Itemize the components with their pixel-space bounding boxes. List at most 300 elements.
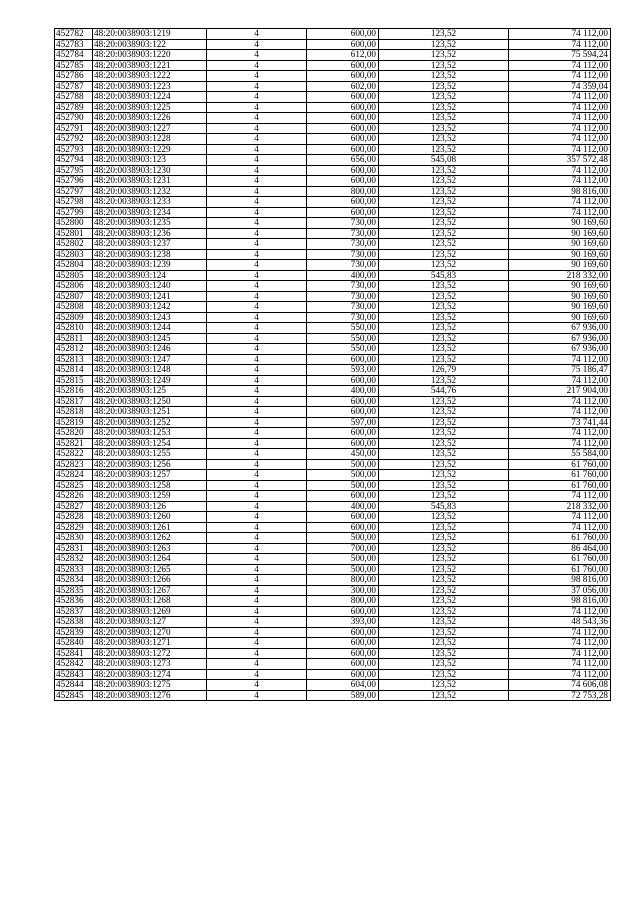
area-cell: 656,00 xyxy=(307,155,379,166)
area-cell: 400,00 xyxy=(307,501,379,512)
cadastral-value-cell: 74 112,00 xyxy=(509,522,611,533)
row-number-cell: 452806 xyxy=(55,281,93,292)
cadastral-value-cell: 61 760,00 xyxy=(509,459,611,470)
area-cell: 500,00 xyxy=(307,459,379,470)
specific-value-cell: 123,52 xyxy=(379,554,509,565)
row-number-cell: 452795 xyxy=(55,165,93,176)
cadastral-value-cell: 74 112,00 xyxy=(509,606,611,617)
table-row xyxy=(55,123,611,134)
row-number-cell: 452843 xyxy=(55,669,93,680)
table-row xyxy=(55,690,611,701)
cadastral-number-cell: 48:20:0038903:1227 xyxy=(93,123,207,134)
group-cell: 4 xyxy=(207,344,307,355)
table-row xyxy=(55,71,611,82)
cadastral-value-cell: 98 816,00 xyxy=(509,575,611,586)
cadastral-value-cell: 98 816,00 xyxy=(509,186,611,197)
group-cell: 4 xyxy=(207,71,307,82)
area-cell: 600,00 xyxy=(307,438,379,449)
group-cell: 4 xyxy=(207,375,307,386)
row-number-cell: 452787 xyxy=(55,81,93,92)
cadastral-number-cell: 48:20:0038903:1222 xyxy=(93,71,207,82)
cadastral-value-cell: 74 112,00 xyxy=(509,375,611,386)
row-number-cell: 452793 xyxy=(55,144,93,155)
table-row xyxy=(55,470,611,481)
table-row xyxy=(55,302,611,313)
area-cell: 550,00 xyxy=(307,323,379,334)
cadastral-value-cell: 74 112,00 xyxy=(509,176,611,187)
table-row xyxy=(55,144,611,155)
row-number-cell: 452794 xyxy=(55,155,93,166)
table-row xyxy=(55,417,611,428)
table-row xyxy=(55,596,611,607)
cadastral-number-cell: 48:20:0038903:1250 xyxy=(93,396,207,407)
specific-value-cell: 545,83 xyxy=(379,270,509,281)
row-number-cell: 452826 xyxy=(55,491,93,502)
cadastral-value-cell: 74 359,04 xyxy=(509,81,611,92)
group-cell: 4 xyxy=(207,596,307,607)
group-cell: 4 xyxy=(207,575,307,586)
cadastral-value-cell: 61 760,00 xyxy=(509,480,611,491)
group-cell: 4 xyxy=(207,659,307,670)
row-number-cell: 452807 xyxy=(55,291,93,302)
cadastral-value-cell: 357 572,48 xyxy=(509,155,611,166)
table-row xyxy=(55,533,611,544)
row-number-cell: 452835 xyxy=(55,585,93,596)
table-row xyxy=(55,165,611,176)
cadastral-value-cell: 61 760,00 xyxy=(509,554,611,565)
table-row xyxy=(55,449,611,460)
cadastral-value-cell: 74 112,00 xyxy=(509,438,611,449)
table-body xyxy=(55,29,611,701)
specific-value-cell: 123,52 xyxy=(379,690,509,701)
cadastral-value-cell: 72 753,28 xyxy=(509,690,611,701)
row-number-cell: 452837 xyxy=(55,606,93,617)
row-number-cell: 452832 xyxy=(55,554,93,565)
cadastral-number-cell: 48:20:0038903:124 xyxy=(93,270,207,281)
area-cell: 730,00 xyxy=(307,249,379,260)
row-number-cell: 452822 xyxy=(55,449,93,460)
specific-value-cell: 123,52 xyxy=(379,354,509,365)
row-number-cell: 452834 xyxy=(55,575,93,586)
row-number-cell: 452796 xyxy=(55,176,93,187)
row-number-cell: 452833 xyxy=(55,564,93,575)
group-cell: 4 xyxy=(207,512,307,523)
cadastral-value-cell: 74 112,00 xyxy=(509,134,611,145)
cadastral-value-cell: 74 112,00 xyxy=(509,207,611,218)
group-cell: 4 xyxy=(207,60,307,71)
area-cell: 800,00 xyxy=(307,596,379,607)
area-cell: 600,00 xyxy=(307,123,379,134)
specific-value-cell: 123,52 xyxy=(379,659,509,670)
cadastral-value-cell: 67 936,00 xyxy=(509,344,611,355)
cadastral-value-cell: 55 584,00 xyxy=(509,449,611,460)
cadastral-number-cell: 48:20:0038903:1221 xyxy=(93,60,207,71)
row-number-cell: 452827 xyxy=(55,501,93,512)
row-number-cell: 452785 xyxy=(55,60,93,71)
area-cell: 600,00 xyxy=(307,39,379,50)
table-row xyxy=(55,312,611,323)
cadastral-value-cell: 86 464,00 xyxy=(509,543,611,554)
specific-value-cell: 123,52 xyxy=(379,323,509,334)
cadastral-number-cell: 48:20:0038903:122 xyxy=(93,39,207,50)
cadastral-number-cell: 48:20:0038903:127 xyxy=(93,617,207,628)
group-cell: 4 xyxy=(207,39,307,50)
specific-value-cell: 123,52 xyxy=(379,344,509,355)
row-number-cell: 452810 xyxy=(55,323,93,334)
specific-value-cell: 123,52 xyxy=(379,333,509,344)
cadastral-value-cell: 74 112,00 xyxy=(509,428,611,439)
cadastral-number-cell: 48:20:0038903:1252 xyxy=(93,417,207,428)
specific-value-cell: 123,52 xyxy=(379,428,509,439)
table-row xyxy=(55,50,611,61)
group-cell: 4 xyxy=(207,228,307,239)
cadastral-value-cell: 90 169,60 xyxy=(509,260,611,271)
area-cell: 800,00 xyxy=(307,575,379,586)
cadastral-number-cell: 48:20:0038903:1228 xyxy=(93,134,207,145)
area-cell: 600,00 xyxy=(307,512,379,523)
row-number-cell: 452830 xyxy=(55,533,93,544)
group-cell: 4 xyxy=(207,428,307,439)
specific-value-cell: 123,52 xyxy=(379,81,509,92)
table-row xyxy=(55,480,611,491)
cadastral-value-cell: 74 112,00 xyxy=(509,92,611,103)
table-row xyxy=(55,134,611,145)
specific-value-cell: 123,52 xyxy=(379,312,509,323)
cadastral-number-cell: 48:20:0038903:1236 xyxy=(93,228,207,239)
row-number-cell: 452809 xyxy=(55,312,93,323)
group-cell: 4 xyxy=(207,449,307,460)
row-number-cell: 452791 xyxy=(55,123,93,134)
group-cell: 4 xyxy=(207,543,307,554)
cadastral-value-cell: 74 112,00 xyxy=(509,669,611,680)
group-cell: 4 xyxy=(207,239,307,250)
area-cell: 600,00 xyxy=(307,176,379,187)
specific-value-cell: 123,52 xyxy=(379,533,509,544)
group-cell: 4 xyxy=(207,281,307,292)
table-row xyxy=(55,554,611,565)
area-cell: 600,00 xyxy=(307,428,379,439)
area-cell: 600,00 xyxy=(307,197,379,208)
area-cell: 550,00 xyxy=(307,333,379,344)
group-cell: 4 xyxy=(207,617,307,628)
cadastral-value-cell: 74 112,00 xyxy=(509,648,611,659)
group-cell: 4 xyxy=(207,29,307,40)
row-number-cell: 452783 xyxy=(55,39,93,50)
row-number-cell: 452819 xyxy=(55,417,93,428)
group-cell: 4 xyxy=(207,218,307,229)
area-cell: 600,00 xyxy=(307,648,379,659)
cadastral-value-cell: 73 741,44 xyxy=(509,417,611,428)
specific-value-cell: 123,52 xyxy=(379,470,509,481)
table-row xyxy=(55,585,611,596)
cadastral-value-cell: 90 169,60 xyxy=(509,291,611,302)
table-row xyxy=(55,60,611,71)
cadastral-value-cell: 67 936,00 xyxy=(509,333,611,344)
cadastral-value-cell: 74 112,00 xyxy=(509,102,611,113)
table-row xyxy=(55,680,611,691)
table-row xyxy=(55,396,611,407)
group-cell: 4 xyxy=(207,396,307,407)
table-row xyxy=(55,575,611,586)
row-number-cell: 452784 xyxy=(55,50,93,61)
group-cell: 4 xyxy=(207,648,307,659)
table-row xyxy=(55,438,611,449)
cadastral-number-cell: 48:20:0038903:1270 xyxy=(93,627,207,638)
cadastral-value-cell: 74 112,00 xyxy=(509,39,611,50)
specific-value-cell: 123,52 xyxy=(379,375,509,386)
cadastral-number-cell: 48:20:0038903:1237 xyxy=(93,239,207,250)
area-cell: 800,00 xyxy=(307,186,379,197)
cadastral-number-cell: 48:20:0038903:1220 xyxy=(93,50,207,61)
row-number-cell: 452789 xyxy=(55,102,93,113)
area-cell: 450,00 xyxy=(307,449,379,460)
table-row xyxy=(55,564,611,575)
table-row xyxy=(55,113,611,124)
group-cell: 4 xyxy=(207,260,307,271)
table-row xyxy=(55,102,611,113)
cadastral-number-cell: 48:20:0038903:1229 xyxy=(93,144,207,155)
group-cell: 4 xyxy=(207,690,307,701)
cadastral-value-cell: 74 112,00 xyxy=(509,71,611,82)
area-cell: 600,00 xyxy=(307,207,379,218)
cadastral-value-cell: 90 169,60 xyxy=(509,281,611,292)
row-number-cell: 452816 xyxy=(55,386,93,397)
group-cell: 4 xyxy=(207,585,307,596)
row-number-cell: 452817 xyxy=(55,396,93,407)
table-row xyxy=(55,249,611,260)
area-cell: 730,00 xyxy=(307,239,379,250)
area-cell: 730,00 xyxy=(307,260,379,271)
area-cell: 612,00 xyxy=(307,50,379,61)
table-row xyxy=(55,459,611,470)
table-row xyxy=(55,239,611,250)
group-cell: 4 xyxy=(207,638,307,649)
cadastral-number-cell: 48:20:0038903:1276 xyxy=(93,690,207,701)
group-cell: 4 xyxy=(207,533,307,544)
area-cell: 600,00 xyxy=(307,134,379,145)
row-number-cell: 452841 xyxy=(55,648,93,659)
row-number-cell: 452799 xyxy=(55,207,93,218)
cadastral-number-cell: 48:20:0038903:1266 xyxy=(93,575,207,586)
cadastral-number-cell: 48:20:0038903:1264 xyxy=(93,554,207,565)
cadastral-value-cell: 74 112,00 xyxy=(509,29,611,40)
area-cell: 600,00 xyxy=(307,113,379,124)
row-number-cell: 452803 xyxy=(55,249,93,260)
specific-value-cell: 123,52 xyxy=(379,627,509,638)
specific-value-cell: 123,52 xyxy=(379,176,509,187)
area-cell: 400,00 xyxy=(307,386,379,397)
group-cell: 4 xyxy=(207,564,307,575)
specific-value-cell: 123,52 xyxy=(379,438,509,449)
group-cell: 4 xyxy=(207,386,307,397)
cadastral-value-cell: 74 112,00 xyxy=(509,407,611,418)
group-cell: 4 xyxy=(207,123,307,134)
specific-value-cell: 123,52 xyxy=(379,648,509,659)
row-number-cell: 452786 xyxy=(55,71,93,82)
group-cell: 4 xyxy=(207,407,307,418)
row-number-cell: 452808 xyxy=(55,302,93,313)
area-cell: 730,00 xyxy=(307,291,379,302)
group-cell: 4 xyxy=(207,438,307,449)
row-number-cell: 452815 xyxy=(55,375,93,386)
specific-value-cell: 123,52 xyxy=(379,29,509,40)
cadastral-value-cell: 74 112,00 xyxy=(509,123,611,134)
table-row xyxy=(55,186,611,197)
cadastral-value-cell: 74 112,00 xyxy=(509,197,611,208)
area-cell: 600,00 xyxy=(307,659,379,670)
row-number-cell: 452804 xyxy=(55,260,93,271)
area-cell: 600,00 xyxy=(307,396,379,407)
cadastral-number-cell: 48:20:0038903:1274 xyxy=(93,669,207,680)
table-row xyxy=(55,207,611,218)
cadastral-number-cell: 48:20:0038903:1241 xyxy=(93,291,207,302)
cadastral-value-cell: 218 332,00 xyxy=(509,501,611,512)
table-row xyxy=(55,333,611,344)
cadastral-value-cell: 218 332,00 xyxy=(509,270,611,281)
table-row xyxy=(55,375,611,386)
area-cell: 600,00 xyxy=(307,60,379,71)
group-cell: 4 xyxy=(207,291,307,302)
cadastral-number-cell: 48:20:0038903:1268 xyxy=(93,596,207,607)
group-cell: 4 xyxy=(207,249,307,260)
table-row xyxy=(55,617,611,628)
table-row xyxy=(55,260,611,271)
area-cell: 604,00 xyxy=(307,680,379,691)
row-number-cell: 452824 xyxy=(55,470,93,481)
area-cell: 600,00 xyxy=(307,71,379,82)
cadastral-number-cell: 48:20:0038903:1247 xyxy=(93,354,207,365)
specific-value-cell: 123,52 xyxy=(379,606,509,617)
row-number-cell: 452842 xyxy=(55,659,93,670)
area-cell: 730,00 xyxy=(307,228,379,239)
area-cell: 600,00 xyxy=(307,354,379,365)
group-cell: 4 xyxy=(207,680,307,691)
cadastral-number-cell: 48:20:0038903:1239 xyxy=(93,260,207,271)
specific-value-cell: 123,52 xyxy=(379,669,509,680)
specific-value-cell: 123,52 xyxy=(379,407,509,418)
row-number-cell: 452838 xyxy=(55,617,93,628)
row-number-cell: 452790 xyxy=(55,113,93,124)
cadastral-number-cell: 48:20:0038903:1233 xyxy=(93,197,207,208)
group-cell: 4 xyxy=(207,134,307,145)
specific-value-cell: 123,52 xyxy=(379,39,509,50)
group-cell: 4 xyxy=(207,480,307,491)
group-cell: 4 xyxy=(207,102,307,113)
specific-value-cell: 123,52 xyxy=(379,260,509,271)
specific-value-cell: 123,52 xyxy=(379,480,509,491)
group-cell: 4 xyxy=(207,165,307,176)
area-cell: 700,00 xyxy=(307,543,379,554)
specific-value-cell: 123,52 xyxy=(379,291,509,302)
cadastral-value-cell: 90 169,60 xyxy=(509,312,611,323)
cadastral-number-cell: 48:20:0038903:1258 xyxy=(93,480,207,491)
table-row xyxy=(55,669,611,680)
area-cell: 597,00 xyxy=(307,417,379,428)
row-number-cell: 452802 xyxy=(55,239,93,250)
row-number-cell: 452844 xyxy=(55,680,93,691)
group-cell: 4 xyxy=(207,186,307,197)
cadastral-number-cell: 48:20:0038903:1275 xyxy=(93,680,207,691)
group-cell: 4 xyxy=(207,323,307,334)
specific-value-cell: 123,52 xyxy=(379,92,509,103)
cadastral-number-cell: 48:20:0038903:1253 xyxy=(93,428,207,439)
row-number-cell: 452839 xyxy=(55,627,93,638)
table-row xyxy=(55,407,611,418)
cadastral-number-cell: 48:20:0038903:1263 xyxy=(93,543,207,554)
specific-value-cell: 123,52 xyxy=(379,165,509,176)
specific-value-cell: 123,52 xyxy=(379,71,509,82)
group-cell: 4 xyxy=(207,270,307,281)
table-row xyxy=(55,512,611,523)
cadastral-number-cell: 48:20:0038903:1254 xyxy=(93,438,207,449)
cadastral-number-cell: 48:20:0038903:1242 xyxy=(93,302,207,313)
cadastral-number-cell: 48:20:0038903:1230 xyxy=(93,165,207,176)
cadastral-value-cell: 74 112,00 xyxy=(509,491,611,502)
cadastral-number-cell: 48:20:0038903:1226 xyxy=(93,113,207,124)
cadastral-value-cell: 90 169,60 xyxy=(509,228,611,239)
specific-value-cell: 123,52 xyxy=(379,522,509,533)
cadastral-number-cell: 48:20:0038903:1262 xyxy=(93,533,207,544)
cadastral-value-cell: 98 816,00 xyxy=(509,596,611,607)
table-row xyxy=(55,291,611,302)
cadastral-number-cell: 48:20:0038903:1238 xyxy=(93,249,207,260)
group-cell: 4 xyxy=(207,365,307,376)
cadastral-number-cell: 48:20:0038903:1235 xyxy=(93,218,207,229)
cadastral-number-cell: 48:20:0038903:1260 xyxy=(93,512,207,523)
cadastral-number-cell: 48:20:0038903:1272 xyxy=(93,648,207,659)
cadastral-number-cell: 48:20:0038903:1273 xyxy=(93,659,207,670)
group-cell: 4 xyxy=(207,501,307,512)
area-cell: 602,00 xyxy=(307,81,379,92)
area-cell: 600,00 xyxy=(307,407,379,418)
table-row xyxy=(55,627,611,638)
specific-value-cell: 123,52 xyxy=(379,596,509,607)
specific-value-cell: 545,08 xyxy=(379,155,509,166)
area-cell: 730,00 xyxy=(307,218,379,229)
table-row xyxy=(55,491,611,502)
table-row xyxy=(55,29,611,40)
row-number-cell: 452818 xyxy=(55,407,93,418)
group-cell: 4 xyxy=(207,669,307,680)
table-row xyxy=(55,270,611,281)
cadastral-number-cell: 48:20:0038903:1240 xyxy=(93,281,207,292)
group-cell: 4 xyxy=(207,176,307,187)
group-cell: 4 xyxy=(207,354,307,365)
specific-value-cell: 123,52 xyxy=(379,302,509,313)
specific-value-cell: 123,52 xyxy=(379,617,509,628)
group-cell: 4 xyxy=(207,81,307,92)
cadastral-number-cell: 48:20:0038903:1245 xyxy=(93,333,207,344)
cadastral-number-cell: 48:20:0038903:1269 xyxy=(93,606,207,617)
row-number-cell: 452825 xyxy=(55,480,93,491)
specific-value-cell: 123,52 xyxy=(379,585,509,596)
row-number-cell: 452782 xyxy=(55,29,93,40)
table-row xyxy=(55,543,611,554)
cadastral-number-cell: 48:20:0038903:1234 xyxy=(93,207,207,218)
area-cell: 550,00 xyxy=(307,344,379,355)
specific-value-cell: 123,52 xyxy=(379,134,509,145)
specific-value-cell: 123,52 xyxy=(379,249,509,260)
area-cell: 600,00 xyxy=(307,144,379,155)
table-row xyxy=(55,281,611,292)
cadastral-number-cell: 48:20:0038903:123 xyxy=(93,155,207,166)
area-cell: 600,00 xyxy=(307,375,379,386)
group-cell: 4 xyxy=(207,113,307,124)
row-number-cell: 452820 xyxy=(55,428,93,439)
row-number-cell: 452798 xyxy=(55,197,93,208)
table-row xyxy=(55,323,611,334)
table-row xyxy=(55,218,611,229)
